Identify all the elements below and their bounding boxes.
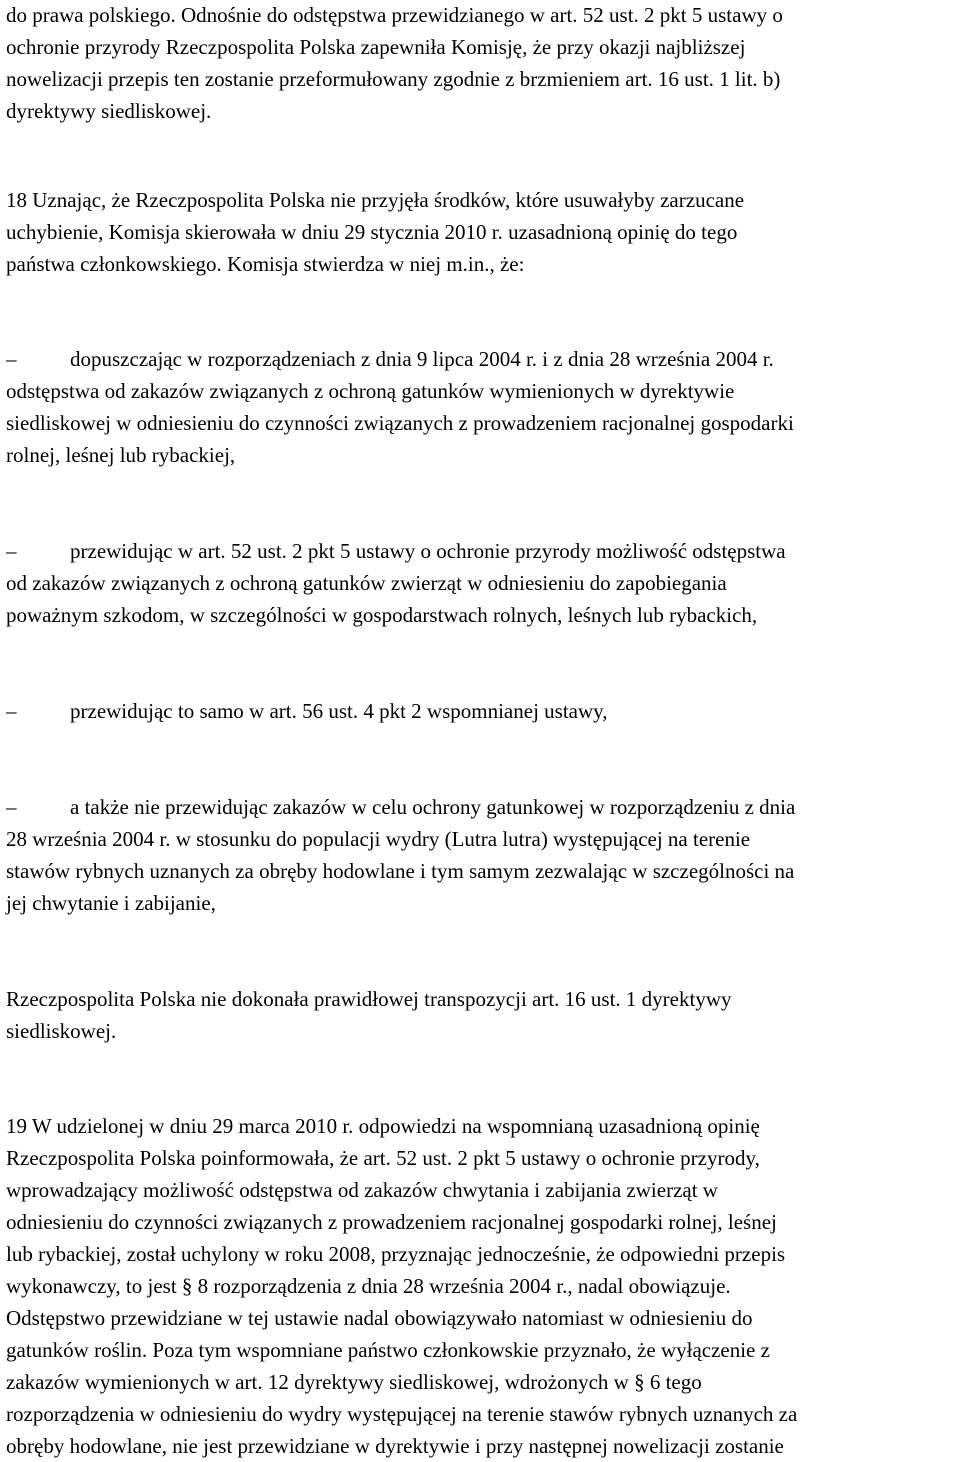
dash-item-text: przewidując w art. 52 ust. 2 pkt 5 ustawy o ochronie przyrody możliwość odstępstwa bbox=[70, 539, 786, 563]
dash-item-continuation: 28 września 2004 r. w stosunku do populacji wydry (Lutra lutra) występującej na terenie stawów rybnych uznanych za obręby hodowlane i tym samym zezwalając w szczególności na jej chwytanie i zabijanie, bbox=[6, 827, 795, 915]
dash-item-continuation: odstępstwa od zakazów związanych z ochroną gatunków wymienionych w dyrektywie siedliskowej w odniesieniu do czynności związanych z prowadzeniem racjonalnej gospodarki rolnej, leśnej lub rybackiej, bbox=[6, 379, 794, 467]
dash-item-4 bbox=[6, 791, 956, 919]
dash-item-first-line bbox=[6, 343, 956, 375]
dash-item-first-line bbox=[6, 535, 956, 567]
paragraph-19: 19 W udzielonej w dniu 29 marca 2010 r. odpowiedzi na wspomnianą uzasadnioną opinię Rzeczpospolita Polska poinformowała, że art. 52 ust. 2 pkt 5 ustawy o ochronie przyrody, wprowadzający możliwość odstępstwa od zakazów chwytania i zabijania zwierząt w odniesieniu do czynności związanych z prowadzeniem racjonalnej gospodarki rolnej, leśnej lub rybackiej, został uchylony w roku 2008, przyznając jednocześnie, że odpowiedni przepis wykonawczy, to jest § 8 rozporządzenia z dnia 28 września 2004 r., nadal obowiązuje. Odstępstwo przewidziane w tej ustawie nadal obowiązywało natomiast w odniesieniu do gatunków roślin. Poza tym wspomniane państwo członkowskie przyznało, że wyłączenie z zakazów wymienionych w art. 12 dyrektywy siedliskowej, wdrożonych w § 6 tego rozporządzenia w odniesieniu do wydry występującej na terenie stawów rybnych uznanych za obręby hodowlane, nie jest przewidziane w dyrektywie i przy następnej nowelizacji zostanie bbox=[6, 1114, 798, 1458]
dash-item-text: dopuszczając w rozporządzeniach z dnia 9 lipca 2004 r. i z dnia 28 września 2004 r. bbox=[70, 347, 774, 371]
dash-item-3 bbox=[6, 695, 956, 727]
dash-item-text: a także nie przewidując zakazów w celu ochrony gatunkowej w rozporządzeniu z dnia bbox=[70, 795, 796, 819]
dash-item-first-line bbox=[6, 791, 956, 823]
paragraph-18: 18 Uznając, że Rzeczpospolita Polska nie przyjęła środków, które usuwałyby zarzucane uchybienie, Komisja skierowała w dniu 29 stycznia 2010 r. uzasadnioną opinię do tego państwa członkowskiego. Komisja stwierdza w niej m.in., że: bbox=[6, 188, 745, 276]
dash-item-continuation: od zakazów związanych z ochroną gatunków zwierząt w odniesieniu do zapobiegania poważnym szkodom, w szczególności w gospodarstwach rolnych, leśnych lub rybackich, bbox=[6, 571, 758, 627]
intro-paragraph: do prawa polskiego. Odnośnie do odstępstwa przewidzianego w art. 52 ust. 2 pkt 5 ustawy o ochronie przyrody Rzeczpospolita Polska zapewniła Komisję, że przy okazji najbliższej nowelizacji przepis ten zostanie przeformułowany zgodnie z brzmieniem art. 16 ust. 1 lit. b) dyrektywy siedliskowej. bbox=[6, 3, 783, 123]
conclusion-paragraph: Rzeczpospolita Polska nie dokonała prawidłowej transpozycji art. 16 ust. 1 dyrektywy siedliskowej. bbox=[6, 987, 732, 1043]
dash-item-first-line bbox=[6, 695, 956, 727]
dash-bullet: – bbox=[6, 795, 17, 819]
dash-bullet: – bbox=[6, 347, 17, 371]
dash-bullet: – bbox=[6, 539, 17, 563]
dash-item-text: przewidując to samo w art. 56 ust. 4 pkt 2 wspomnianej ustawy, bbox=[70, 699, 608, 723]
dash-bullet: – bbox=[6, 699, 17, 723]
dash-item-1 bbox=[6, 343, 956, 471]
dash-item-2 bbox=[6, 535, 956, 631]
